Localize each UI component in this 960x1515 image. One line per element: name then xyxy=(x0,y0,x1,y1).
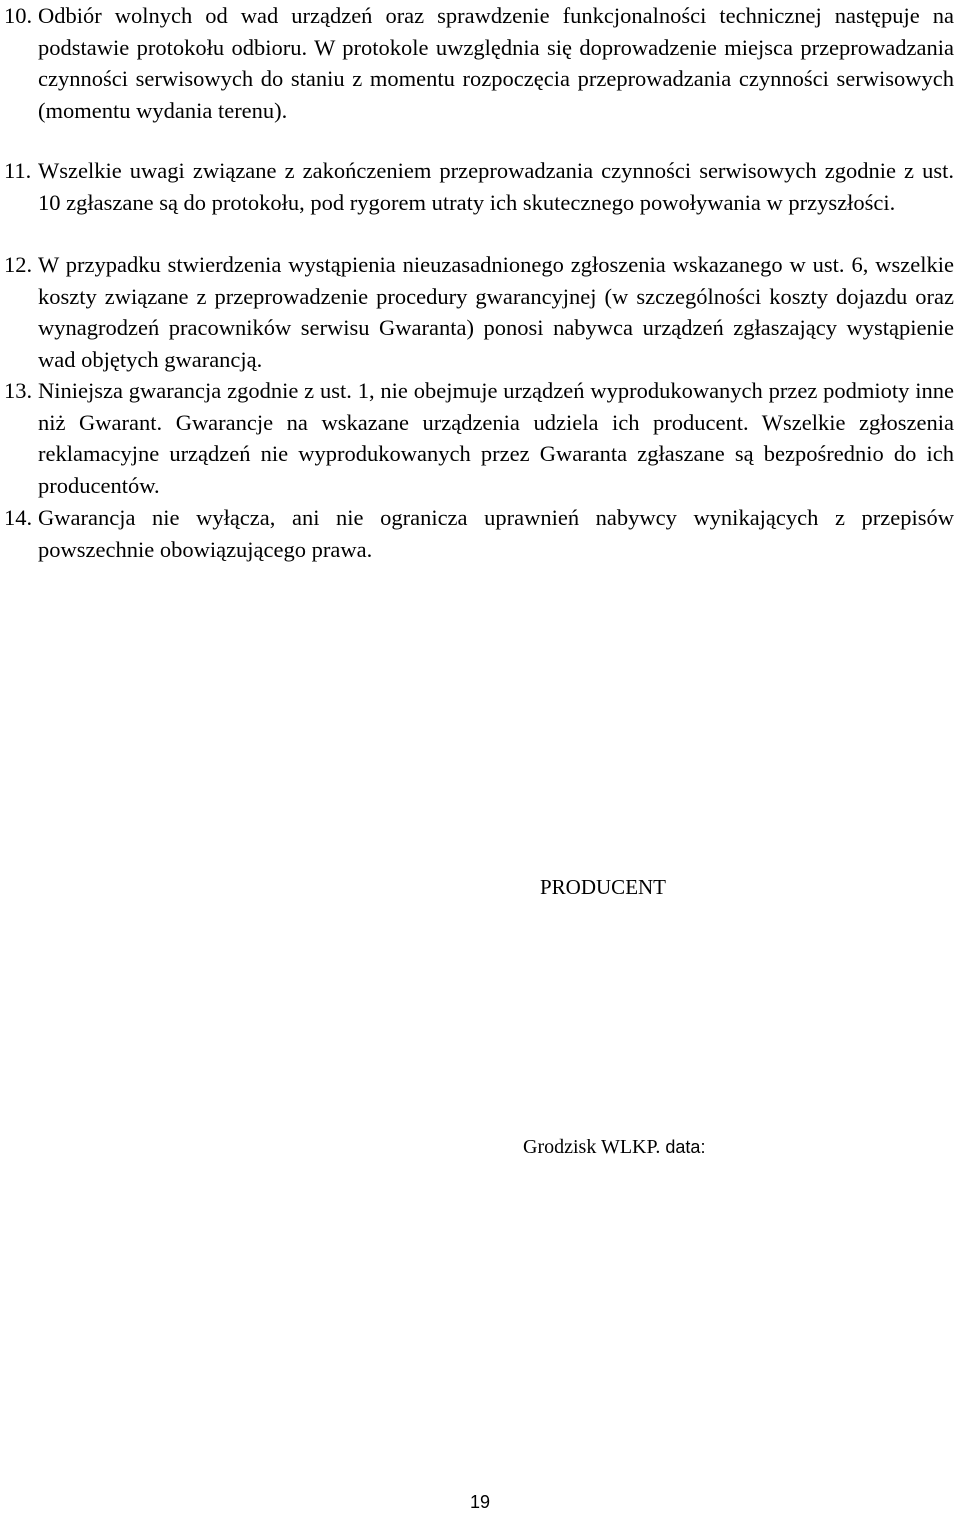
paragraph-14 xyxy=(0,502,954,565)
paragraph-10 xyxy=(0,0,954,126)
paragraph-number: 10. xyxy=(4,3,33,28)
paragraph-number: 13. xyxy=(4,378,33,403)
paragraph-number: 11. xyxy=(4,158,32,183)
date-label: data: xyxy=(665,1137,706,1157)
page-number: 19 xyxy=(469,1492,491,1512)
paragraph-text: Niniejsza gwarancja zgodnie z ust. 1, nie obejmuje urządzeń wyprodukowanych przez podmioty inne niż Gwarant. Gwarancje na wskazane urządzenia udziela ich producent. Wszelkie zgłoszenia reklamacyjne urządzeń nie wyprodukowanych przez Gwaranta zgłaszane są bezpośrednio do ich producentów. xyxy=(38,378,954,498)
paragraph-text: Gwarancja nie wyłącza, ani nie ogranicza uprawnień nabywcy wynikających z przepisów powszechnie obowiązującego prawa. xyxy=(38,505,954,562)
paragraph-number: 12. xyxy=(4,252,33,277)
paragraph-11 xyxy=(0,155,954,218)
place-label: Grodzisk WLKP. xyxy=(523,1136,661,1158)
paragraph-text: Wszelkie uwagi związane z zakończeniem przeprowadzania czynności serwisowych zgodnie z ust. 10 zgłaszane są do protokołu, pod rygorem utraty ich skutecznego powoływania w przyszłości. xyxy=(38,158,954,215)
paragraph-number: 14. xyxy=(4,505,33,530)
producer-label: PRODUCENT xyxy=(540,875,667,899)
paragraph-12 xyxy=(0,249,954,375)
paragraph-13 xyxy=(0,375,954,501)
paragraph-text: Odbiór wolnych od wad urządzeń oraz sprawdzenie funkcjonalności technicznej następuje na podstawie protokołu odbioru. W protokole uwzględnia się doprowadzenie miejsca przeprowadzania czynności serwisowych do staniu z momentu rozpoczęcia przeprowadzania czynności serwisowych (momentu wydania terenu). xyxy=(38,3,954,123)
paragraph-text: W przypadku stwierdzenia wystąpienia nieuzasadnionego zgłoszenia wskazanego w ust. 6, wszelkie koszty związane z przeprowadzenie procedury gwarancyjnej (w szczególności koszty dojazdu oraz wynagrodzeń pracowników serwisu Gwaranta) ponosi nabywca urządzeń zgłaszający wystąpienie wad objętych gwarancją. xyxy=(38,252,954,372)
place-date-line xyxy=(523,1135,705,1159)
